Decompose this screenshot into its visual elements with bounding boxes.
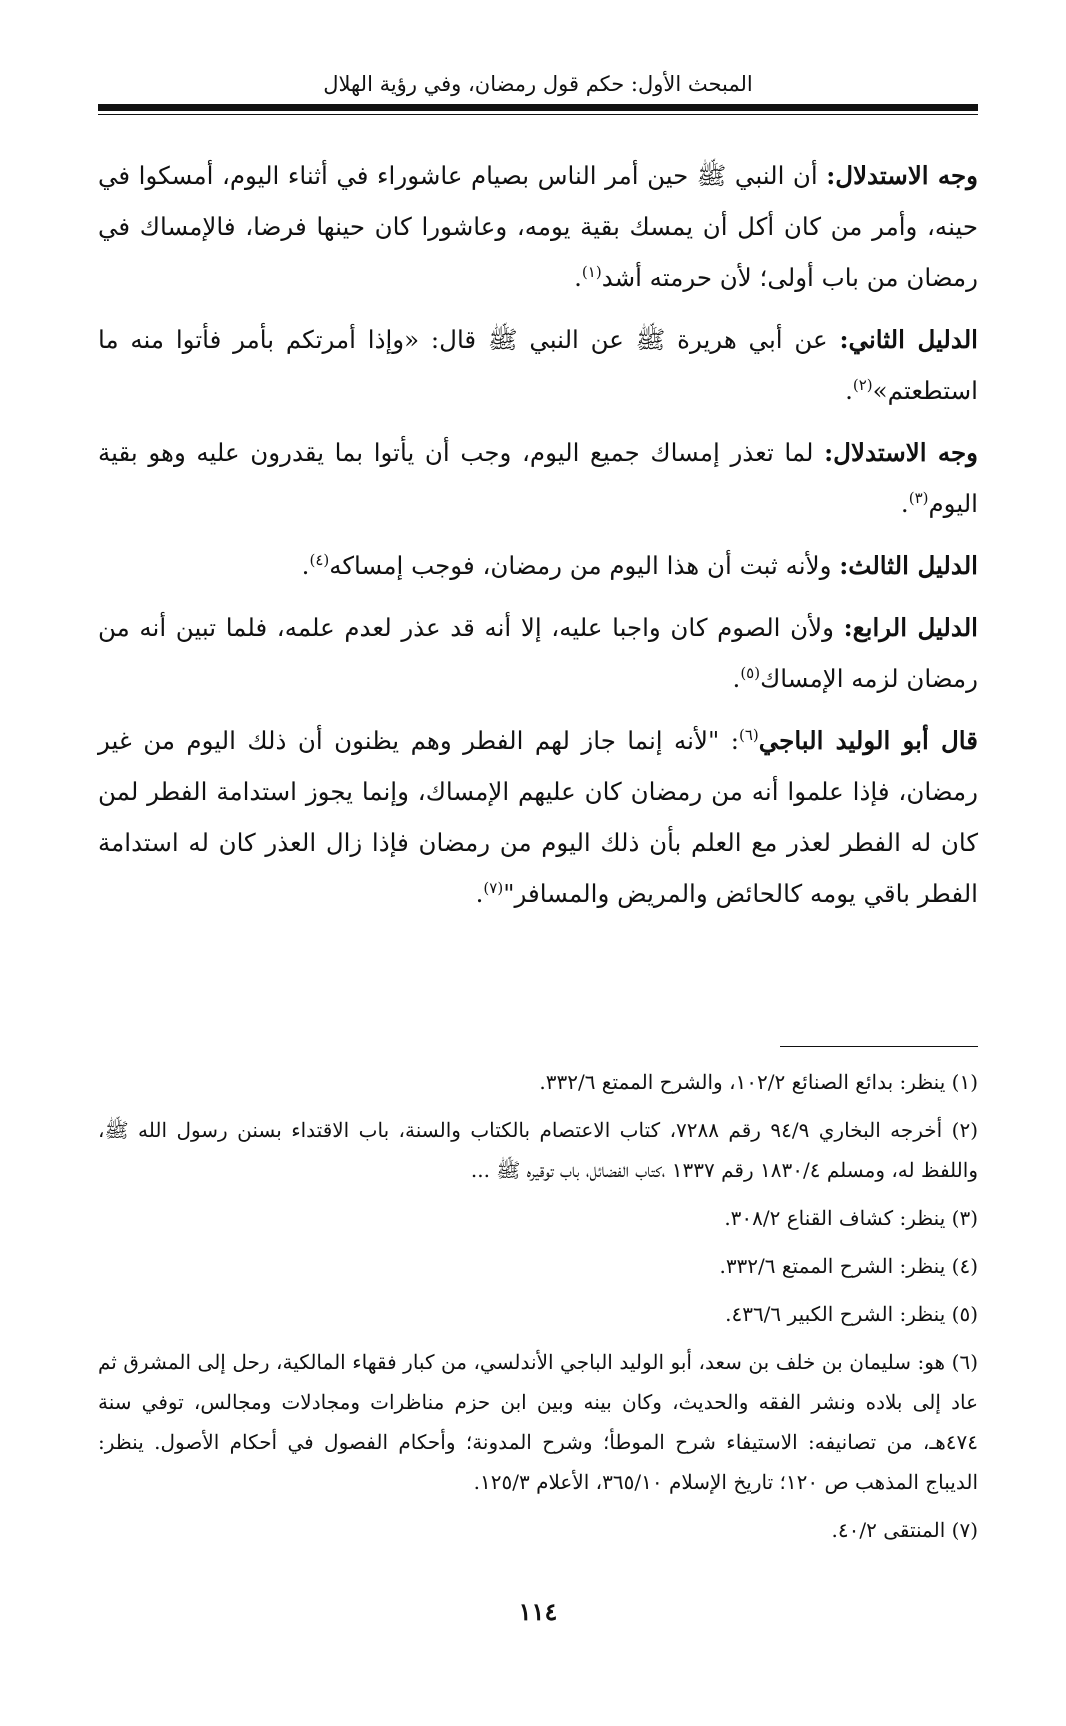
paragraph-end: . [732,664,741,693]
paragraph-3 [98,427,978,529]
footnote-ref[interactable]: (٧) [483,878,504,897]
header-rule-thin [98,114,978,115]
footnote-ref[interactable]: (٦) [738,725,759,744]
paragraph-1 [98,150,978,303]
paragraph-lead: وجه الاستدلال: [824,438,978,467]
paragraph-4 [98,540,978,591]
paragraph-end: . [845,376,853,405]
footnote-ref[interactable]: (٥) [740,663,761,682]
page-number: ١١٤ [518,1597,558,1626]
main-text [98,150,978,930]
paragraph-end: . [574,263,582,292]
footnote-ref[interactable]: (١) [581,262,602,281]
footnote-2: (٢) أخرجه البخاري ٩٤/٩ رقم ٧٢٨٨، كتاب الاعتصام بالكتاب والسنة، باب الاقتداء بسنن رسول الله ﷺ، واللفظ له، ومسلم ١٨٣٠/٤ رقم ١٣٣٧ ،كتاب الفضائل، باب توقيره ﷺ ... [98,1118,978,1182]
paragraph-end: . [301,551,310,580]
paragraph-5 [98,602,978,704]
footnote-3: (٣) ينظر: كشاف القناع ٣٠٨/٢. [724,1206,978,1230]
footnote-5: (٥) ينظر: الشرح الكبير ٤٣٦/٦. [725,1302,978,1326]
paragraph-text: : "لأنه إنما جاز لهم الفطر وهم يظنون أن ذلك اليوم من غير رمضان، فإذا علموا أنه من رمضان كان عليهم الإمساك، وإنما يجوز استدامة الفطر لمن كان له الفطر لعذر مع العلم بأن ذلك اليوم من رمضان فإذا زال العذر كان له استدامة الفطر باقي يومه كالحائض والمريض والمسافر" [98,726,978,908]
paragraph-2 [98,314,978,416]
paragraph-text: أن النبي ﷺ حين أمر الناس بصيام عاشوراء في أثناء اليوم، أمسكوا في حينه، وأمر من كان أكل أن يمسك بقية يومه، وعاشورا كان حينها فرضا، فالإمساك في رمضان من باب أولى؛ لأن حرمته أشد [98,161,978,292]
paragraph-lead: الدليل الرابع: [843,613,978,642]
footnote-6: (٦) هو: سليمان بن خلف بن سعد، أبو الوليد الباجي الأندلسي، من كبار فقهاء المالكية، رحل إلى المشرق ثم عاد إلى بلاده ونشر الفقه والحديث، وكان بينه وبين ابن حزم مناظرات ومجادلات ومجالس، توفي سنة ٤٧٤هـ، من تصانيفه: الاستيفاء شرح الموطأ؛ وشرح المدونة؛ وأحكام الفصول في أحكام الأصول. ينظر: الديباج المذهب ص ١٢٠؛ تاريخ الإسلام ٣٦٥/١٠، الأعلام ١٢٥/٣. [98,1350,978,1494]
paragraph-end: . [475,879,484,908]
footnote-ref[interactable]: (٤) [309,550,330,569]
paragraph-lead: الدليل الثالث: [839,551,978,580]
footnote-separator [780,1046,978,1047]
footnote-1: (١) ينظر: بدائع الصنائع ١٠٢/٢، والشرح الممتع ٣٣٢/٦. [539,1070,978,1094]
paragraph-text: لما تعذر إمساك جميع اليوم، وجب أن يأتوا بما يقدرون عليه وهو بقية اليوم [98,438,978,518]
paragraph-text: ولأن الصوم كان واجبا عليه، إلا أنه قد عذر لعدم علمه، فلما تبين أنه من رمضان لزمه الإمساك [98,613,978,693]
paragraph-lead: الدليل الثاني: [839,325,978,354]
paragraph-text: عن أبي هريرة ﷺ عن النبي ﷺ قال: «وإذا أمرتكم بأمر فأتوا منه ما استطعتم» [98,325,978,405]
paragraph-lead: قال أبو الوليد الباجي [758,726,978,755]
footnote-ref[interactable]: (٣) [908,488,929,507]
paragraph-text: ولأنه ثبت أن هذا اليوم من رمضان، فوجب إمساكه [329,551,840,580]
paragraph-end: . [900,489,909,518]
paragraph-6 [98,715,978,919]
footnote-ref[interactable]: (٢) [852,375,873,394]
footnote-4: (٤) ينظر: الشرح الممتع ٣٣٢/٦. [719,1254,978,1278]
paragraph-lead: وجه الاستدلال: [826,161,978,190]
running-header: المبحث الأول: حكم قول رمضان، وفي رؤية الهلال [323,72,753,96]
footnotes [98,1062,978,1558]
footnote-7: (٧) المنتقى ٤٠/٢. [831,1518,978,1542]
header-rule [98,104,978,111]
